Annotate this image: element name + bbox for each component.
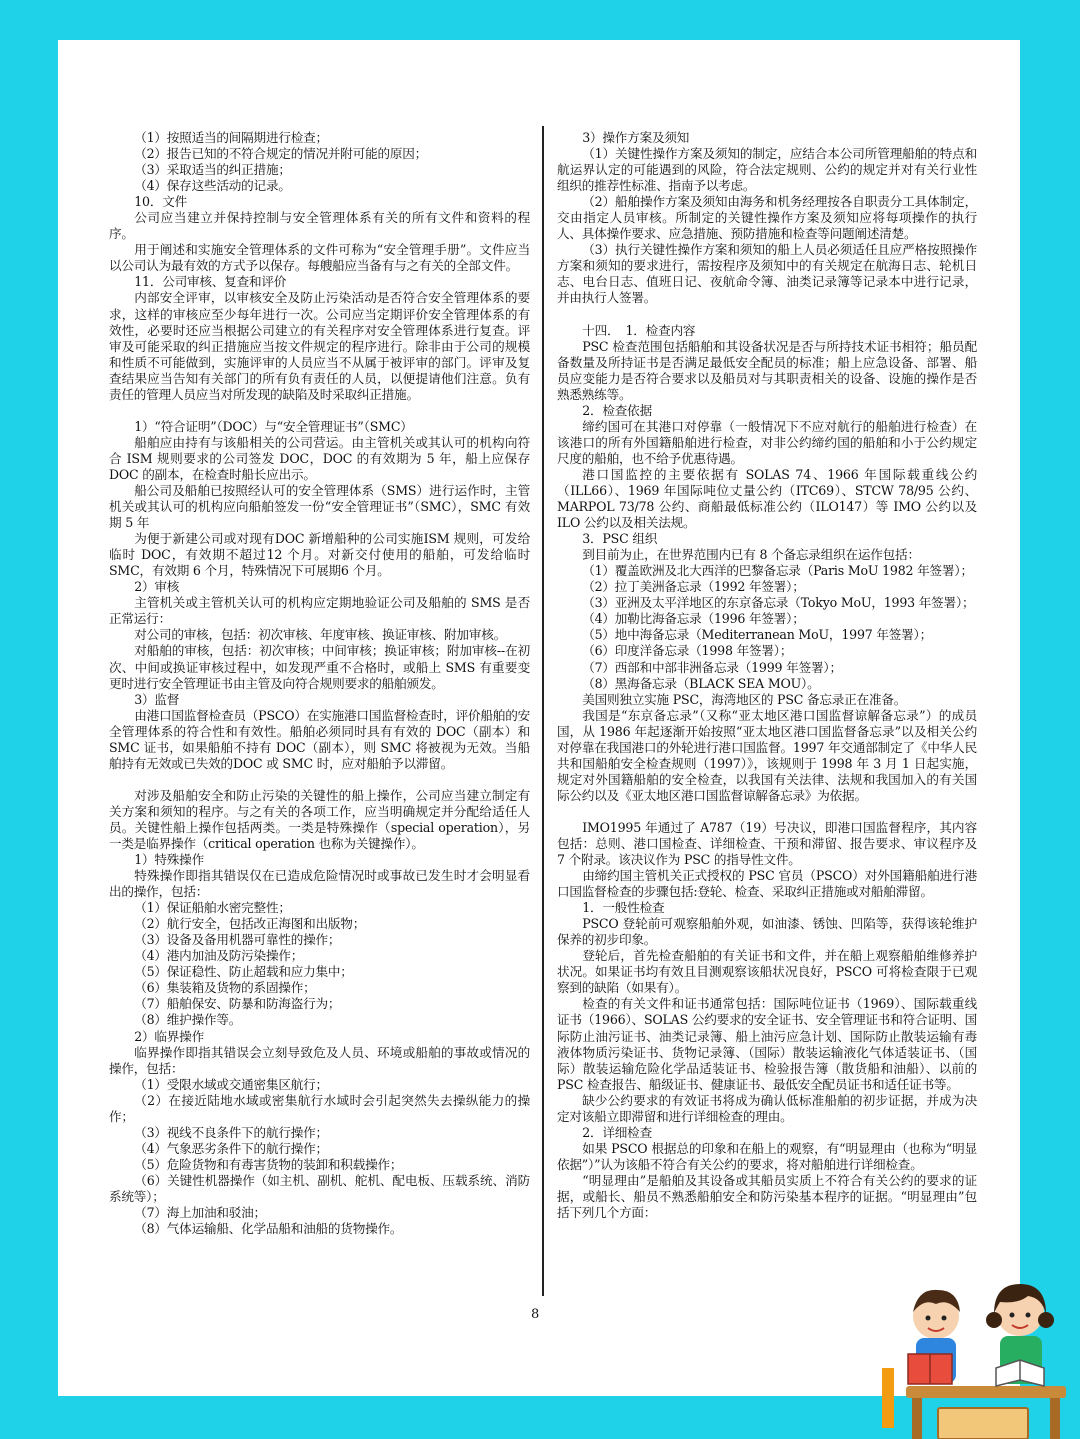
right-paragraph: （8）黑海备忘录（BLACK SEA MOU）。: [582, 675, 820, 691]
left-paragraph: 2）审核: [134, 579, 180, 595]
left-paragraph: （6）集装箱及货物的系固操作；: [134, 980, 316, 996]
left-paragraph: （2）报告已知的不符合规定的情况并附可能的原因；: [134, 146, 428, 162]
left-blank-line: [109, 772, 530, 788]
left-paragraph: （3）设备及备用机器可靠性的操作；: [134, 932, 341, 948]
left-paragraph: 10．文件: [134, 194, 187, 210]
left-paragraph: 对船舶的审核，包括：初次审核；中间审核；换证审核；附加审核--在初次、中间或换证审核过程中，如发现严重不合格时，或船上 SMS 有重要变更时进行安全管理证书由主管及向符合规则要求的船舶颁发。: [109, 643, 530, 691]
left-paragraph: （2）航行安全，包括改正海图和出版物；: [134, 916, 366, 932]
right-paragraph: （3）亚洲及太平洋地区的东京备忘录（Tokyo MoU，1993 年签署）；: [582, 595, 975, 611]
left-paragraph: 3）监督: [134, 691, 180, 707]
left-paragraph: 临界操作即指其错误会立刻导致危及人员、环境或船舶的事故或情况的操作，包括：: [109, 1044, 530, 1076]
right-paragraph: 十四． 1．检查内容: [582, 322, 696, 338]
right-paragraph: （2）船舶操作方案及须知由海务和机务经理按各自职责分工具体制定，交由指定人员审核。所制定的关键性操作方案及须知应将每项操作的执行人、具体操作要求、应急措施、预防措施和检查等问题阐述清楚。: [557, 194, 977, 242]
right-paragraph: （5）地中海备忘录（Mediterranean MoU，1997 年签署）；: [582, 627, 933, 643]
right-paragraph: （1）关键性操作方案及须知的制定，应结合本公司所管理船舶的特点和航运界认定的可能遇到的风险，符合法定规则、公约的规定并对有关行业性组织的推荐性标准、指南予以考虑。: [557, 146, 977, 194]
left-paragraph: 1）特殊操作: [134, 852, 204, 868]
right-paragraph: 2．详细检查: [582, 1124, 652, 1140]
column-divider: [542, 126, 544, 1296]
left-paragraph: 1）“符合证明”（DOC）与“安全管理证书”（SMC）: [134, 418, 413, 434]
right-paragraph: （6）印度洋备忘录（1998 年签署）；: [582, 643, 793, 659]
right-paragraph: （1）覆盖欧洲及北大西洋的巴黎备忘录（Paris MoU 1982 年签署）；: [582, 563, 973, 579]
left-paragraph: 内部安全评审，以审核安全及防止污染活动是否符合安全管理体系的要求，这样的审核应至少每年进行一次。公司应当定期评价安全管理体系的有效性，必要时还应当根据公司建立的有关程序对安全管理体系进行复查。评审及可能采取的纠正措施应当按文件规定的程序进行。除非由于公司的规模和性质不可能做到，实施评审的人员应当不从属于被评审的部门。评审及复查结果应当告知有关部门的所有负有责任的人员，以便提请他们注意。负有责任的管理人员应当对所发现的缺陷及时采取纠正措施。: [109, 290, 530, 402]
right-paragraph: 缺少公约要求的有效证书将成为确认低标准船舶的初步证据，并成为决定对该船立即滞留和进行详细检查的理由。: [557, 1092, 977, 1124]
left-paragraph: （1）按照适当的间隔期进行检查；: [134, 130, 328, 145]
right-paragraph: IMO1995 年通过了 A787（19）号决议，即港口国监督程序，其内容包括：总则、港口国检查、详细检查、干预和滞留、报告要求、审议程序及 7 个附录。该决议作为 PSC 的指导性文件。: [557, 819, 977, 868]
left-paragraph: 由港口国监督检查员（PSCO）在实施港口国监督检查时，评价船舶的安全管理体系的符合性和有效性。船舶必须同时具有有效的 DOC（副本）和 SMC 证书，如果船舶不持有 DOC（副本），则 SMC 将被视为无效。当船舶持有无效或已失效的DOC 或 SMC 时，应对船舶予以滞留。: [109, 707, 530, 771]
left-paragraph: （2）在接近陆地水域或密集航行水域时会引起突然失去操纵能力的操作；: [109, 1092, 530, 1124]
left-blank-line: [109, 403, 530, 419]
left-paragraph: 用于阐述和实施安全管理体系的文件可称为“安全管理手册”。文件应当以公司认为最有效的方式予以保存。每艘船应当备有与之有关的全部文件。: [109, 242, 530, 274]
right-blank-line: [557, 804, 977, 820]
left-paragraph: （4）气象恶劣条件下的航行操作；: [134, 1140, 328, 1156]
right-paragraph: 由缔约国主管机关正式授权的 PSC 官员（PSCO）对外国籍船舶进行港口国监督检查的步骤包括:登轮、检查、采取纠正措施或对船舶滞留。: [557, 868, 977, 900]
right-paragraph: 到目前为止，在世界范围内已有 8 个备忘录组织在运作包括：: [582, 547, 920, 563]
left-paragraph: （7）船舶保安、防暴和防海盗行为；: [134, 996, 341, 1012]
right-paragraph: 港口国监控的主要依据有 SOLAS 74、1966 年国际载重线公约（ILL66）、1969 年国际吨位丈量公约（ITC69）、STCW 78/95 公约、MARPOL 73/78 公约、商船最低标准公约（ILO147）等 IMO 公约以及 ILO 公约以及相关法规。: [557, 466, 977, 531]
left-paragraph: （3）视线不良条件下的航行操作；: [134, 1124, 328, 1140]
left-paragraph: （1）保证船舶水密完整性；: [134, 900, 291, 916]
left-paragraph: （5）保证稳性、防止超载和应力集中；: [134, 964, 353, 980]
right-paragraph: 1．一般性检查: [582, 900, 665, 916]
right-paragraph: “明显理由”是船舶及其设备或其船员实质上不符合有关公约的要求的证据，或船长、船员不熟悉船舶安全和防污染基本程序的证据。“明显理由”包括下列几个方面：: [557, 1172, 977, 1221]
left-paragraph: 对公司的审核，包括：初次审核、年度审核、换证审核、附加审核。: [134, 627, 507, 643]
right-paragraph: （2）拉丁美洲备忘录（1992 年签署）；: [582, 579, 805, 595]
right-paragraph: （7）西部和中部非洲备忘录（1999 年签署）；: [582, 659, 842, 675]
left-paragraph: （3）采取适当的纠正措施；: [134, 162, 291, 178]
left-paragraph: （7）海上加油和驳油；: [134, 1205, 266, 1221]
right-text-column: [557, 130, 977, 1221]
right-paragraph: PSCO 登轮前可观察船舶外观，如油漆、锈蚀、凹陷等，获得该轮维护保养的初步印象。: [557, 916, 977, 948]
right-paragraph: 登轮后，首先检查船舶的有关证书和文件，并在船上观察船舶维修养护状况。如果证书均有效且目测观察该船状况良好，PSCO 可将检查限于已观察到的缺陷（如果有）。: [557, 948, 977, 996]
left-paragraph: 船公司及船舶已按照经认可的安全管理体系（SMS）进行运作时，主管机关或其认可的机构应向船舶签发一份“安全管理证书”（SMC），SMC 有效期 5 年: [109, 482, 530, 531]
page-number: 8: [531, 1307, 540, 1322]
left-paragraph: 为便于新建公司或对现有DOC 新增船种的公司实施ISM 规则，可发给临时 DOC，有效期不超过12 个月。对新交付使用的船舶，可发给临时 SMC，有效期 6 个月，特殊情况下可展期6 个月。: [109, 531, 530, 579]
left-paragraph: （6）关键性机器操作（如主机、副机、舵机、配电板、压载系统、消防系统等）；: [109, 1172, 530, 1204]
right-paragraph: 美国则独立实施 PSC，海湾地区的 PSC 备忘录正在准备。: [582, 691, 907, 707]
children-reading-books-illustration: [878, 1268, 1078, 1439]
right-paragraph: PSC 检查范围包括船舶和其设备状况是否与所持技术证书相符；船员配备数量及所持证书是否满足最低安全配员的标准；船上应急设备、部署、船员应变能力是否符合要求以及船员对与其职责相关的设备、设施的操作是否熟悉熟练等。: [557, 338, 977, 402]
left-paragraph: 特殊操作即指其错误仅在已造成危险情况时或事故已发生时才会明显看出的操作，包括：: [109, 868, 530, 900]
right-paragraph: （3）执行关键性操作方案和须知的船上人员必须适任且应严格按照操作方案和须知的要求进行，需按程序及须知中的有关规定在航海日志、轮机日志、电台日志、值班日记、夜航命令簿、油类记录簿等记录本中进行记录，并由执行人签署。: [557, 242, 977, 306]
right-paragraph: 缔约国可在其港口对停靠（一般情况下不应对航行的船舶进行检查）在该港口的所有外国籍船舶进行检查，对非公约缔约国的船舶和小于公约规定尺度的船舶，也不给予优惠待遇。: [557, 418, 977, 466]
right-paragraph: 3）操作方案及须知: [582, 130, 690, 145]
left-paragraph: （4）保存这些活动的记录。: [134, 178, 291, 194]
left-text-column: [109, 130, 530, 1237]
left-paragraph: 2）临界操作: [134, 1028, 204, 1044]
left-paragraph: 11．公司审核、复查和评价: [134, 274, 287, 290]
right-paragraph: 3．PSC 组织: [582, 531, 658, 547]
left-paragraph: 主管机关或主管机关认可的机构应定期地验证公司及船舶的 SMS 是否正常运行：: [109, 595, 530, 627]
right-paragraph: （4）加勒比海备忘录（1996 年签署）；: [582, 611, 805, 627]
right-paragraph: 如果 PSCO 根据总的印象和在船上的观察，有“明显理由（也称为“明显依据”）”认为该船不符合有关公约的要求，将对船舶进行详细检查。: [557, 1140, 977, 1172]
right-paragraph: 我国是“东京备忘录”（又称“亚太地区港口国监督谅解备忘录”）的成员国，从 1986 年起逐渐开始按照“亚太地区港口国监督备忘录”以及相关公约对停靠在我国港口的外轮进行港口国监督。1997 年交通部制定了《中华人民共和国船舶安全检查规则（1997）》，该规则于 1998 年 3 月 1 日起实施，规定对外国籍船舶的安全检查，以我国有关法律、法规和我国加入的有关国际公约以及《亚太地区港口国监督谅解备忘录》为依据。: [557, 707, 977, 803]
left-paragraph: （8）维护操作等。: [134, 1012, 242, 1028]
right-paragraph: 2．检查依据: [582, 402, 652, 418]
left-paragraph: （8）气体运输船、化学品船和油船的货物操作。: [134, 1221, 403, 1237]
right-paragraph: 检查的有关文件和证书通常包括：国际吨位证书（1969）、国际载重线证书（1966）、SOLAS 公约要求的安全证书、安全管理证书和符合证明、国际防止油污证书、油类记录簿、船上油污应急计划、国际防止散装运输有毒液体物质污染证书、货物记录簿、（国际）散装运输液化气体适装证书、（国际）散装运输危险化学品适装证书、检验报告簿（散货船和油船）、以前的 PSC 检查报告、船级证书、健康证书、最低安全配员证书和适任证书等。: [557, 996, 977, 1092]
left-paragraph: （4）港内加油及防污染操作；: [134, 948, 304, 964]
right-blank-line: [557, 307, 977, 323]
left-paragraph: 公司应当建立并保持控制与安全管理体系有关的所有文件和资料的程序。: [109, 210, 530, 242]
document-page: [58, 40, 1020, 1396]
left-paragraph: 对涉及船舶安全和防止污染的关键性的船上操作，公司应当建立制定有关方案和须知的程序。与之有关的各项工作，应当明确规定并分配给适任人员。关键性船上操作包括两类。一类是特殊操作（special operation），另一类是临界操作（critical operation 也称为关键操作）。: [109, 787, 530, 851]
left-paragraph: 船舶应由持有与该船相关的公司营运。由主管机关或其认可的机构向符合 ISM 规则要求的公司签发 DOC，DOC 的有效期为 5 年，船上应保存 DOC 的副本，在检查时船长应出示。: [109, 434, 530, 482]
left-paragraph: （5）危险货物和有毒害货物的装卸和积载操作；: [134, 1156, 403, 1172]
left-paragraph: （1）受限水域或交通密集区航行；: [134, 1076, 328, 1092]
